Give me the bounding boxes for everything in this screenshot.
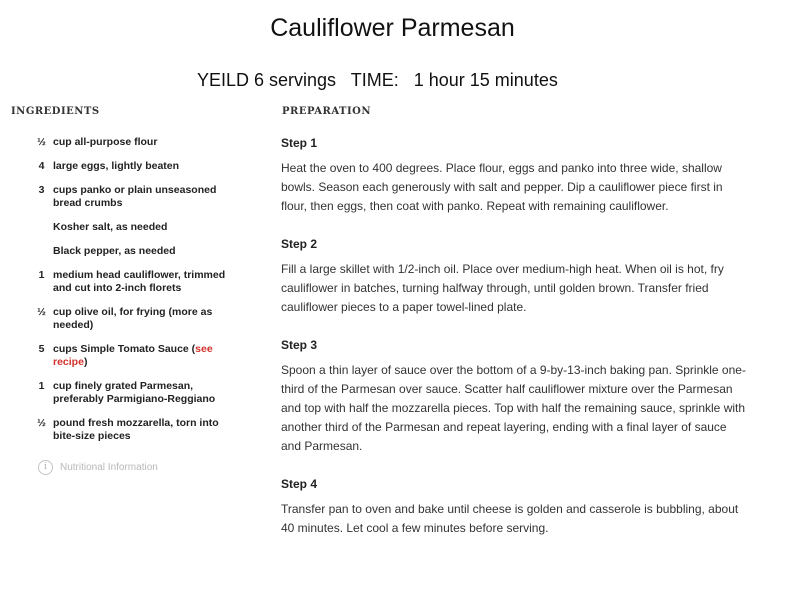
ingredient-text: large eggs, lightly beaten — [53, 160, 180, 172]
ingredient-quantity: 1 — [38, 269, 45, 281]
see-recipe-link[interactable]: see recipe — [53, 343, 213, 368]
preparation-steps — [281, 136, 746, 559]
ingredient-list — [30, 136, 235, 454]
ingredient-quantity: ½ — [37, 417, 46, 429]
ingredient-quantity — [30, 245, 53, 258]
step-body: Spoon a thin layer of sauce over the bottom of a 9-by-13-inch baking pan. Sprinkle one-third of the Parmesan over sauce. Scatter half cauliflower mixture over the Parmesan and top with half the mozzarella pieces. Top with half the remaining sauce, sprinkle with another third of the Parmesan and repeat layering, ending with a final layer of sauce and Parmesan. — [281, 363, 746, 453]
ingredient-item — [30, 184, 235, 210]
ingredient-text-tail: ) — [83, 356, 88, 368]
ingredient-item — [30, 380, 235, 406]
ingredient-text: cup all-purpose flour — [53, 136, 158, 148]
ingredient-item — [30, 160, 235, 173]
ingredient-item — [30, 136, 235, 149]
ingredient-text: cup finely grated Parmesan, preferably Parmigiano-Reggiano — [53, 380, 216, 405]
ingredient-item — [30, 245, 235, 258]
step-body: Fill a large skillet with 1/2-inch oil. Place over medium-high heat. When oil is hot, fry cauliflower in batches, turning halfway through, until golden brown. Transfer fried cauliflower pieces to a paper towel-lined plate. — [281, 262, 724, 314]
ingredient-quantity — [30, 221, 53, 234]
ingredient-item — [30, 343, 235, 369]
nutritional-information-label: Nutritional Information — [60, 462, 158, 473]
ingredient-text: medium head cauliflower, trimmed and cut into 2-inch florets — [53, 269, 226, 294]
ingredient-item — [30, 417, 235, 443]
preparation-heading: PREPARATION — [282, 106, 371, 117]
ingredient-text: Black pepper, as needed — [53, 245, 176, 257]
recipe-title: Cauliflower Parmesan — [270, 14, 515, 42]
step-body: Transfer pan to oven and bake until cheese is golden and casserole is bubbling, about 40 minutes. Let cool a few minutes before serving. — [281, 502, 739, 535]
step-title: Step 1 — [281, 136, 318, 150]
ingredient-quantity: 5 — [38, 343, 45, 355]
step-title: Step 2 — [281, 237, 318, 251]
ingredient-quantity: ½ — [37, 136, 46, 148]
ingredients-heading: INGREDIENTS — [11, 106, 100, 117]
ingredient-quantity: 4 — [38, 160, 45, 172]
step-3 — [281, 338, 746, 456]
ingredient-text: Kosher salt, as needed — [53, 221, 168, 233]
ingredient-item — [30, 306, 235, 332]
info-icon: i — [38, 460, 53, 475]
ingredient-text: cup olive oil, for frying (more as needed) — [53, 306, 213, 331]
step-title: Step 4 — [281, 477, 318, 491]
ingredient-item — [30, 269, 235, 295]
ingredient-quantity: 1 — [38, 380, 45, 392]
ingredient-quantity: ½ — [37, 306, 46, 318]
ingredient-text — [53, 343, 235, 369]
step-1 — [281, 136, 746, 216]
step-title: Step 3 — [281, 338, 318, 352]
step-2 — [281, 237, 746, 317]
step-4 — [281, 477, 746, 538]
step-body: Heat the oven to 400 degrees. Place flour, eggs and panko into three wide, shallow bowls. Season each generously with salt and pepper. Dip a cauliflower piece first in flour, then eggs, then coat with panko. Repeat with remaining cauliflower. — [281, 161, 723, 213]
ingredient-text: pound fresh mozzarella, torn into bite-size pieces — [53, 417, 219, 442]
yield-time-line: YEILD 6 servings TIME: 1 hour 15 minutes — [197, 70, 558, 90]
ingredient-text: cups panko or plain unseasoned bread crumbs — [53, 184, 217, 209]
ingredient-item — [30, 221, 235, 234]
nutritional-information-link[interactable] — [38, 460, 158, 475]
ingredient-text-main: cups Simple Tomato Sauce ( — [53, 343, 196, 355]
ingredient-quantity: 3 — [38, 184, 45, 196]
